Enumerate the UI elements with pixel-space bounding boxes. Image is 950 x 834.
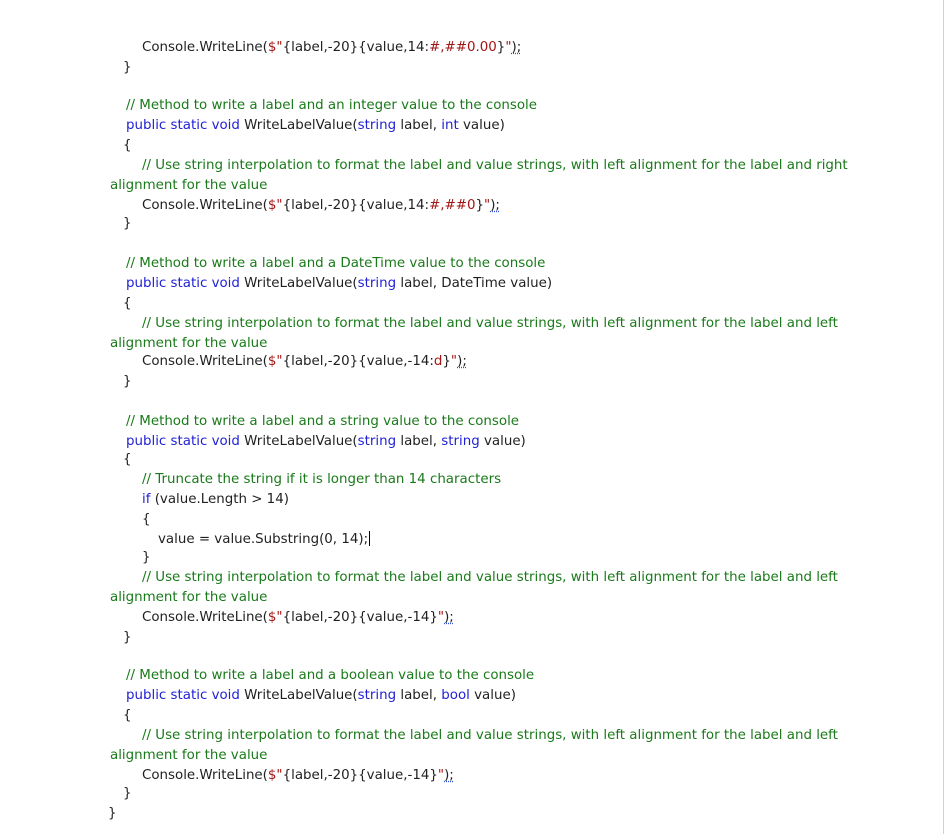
code-text: { — [123, 452, 132, 467]
code-text: ); — [444, 610, 454, 625]
code-line — [126, 412, 519, 432]
code-text: } — [475, 198, 485, 213]
code-line — [142, 510, 151, 530]
code-comment: // Truncate the string if it is longer than 14 characters — [142, 472, 502, 487]
code-keyword: string — [357, 118, 397, 133]
code-line — [110, 334, 267, 354]
code-line — [123, 784, 132, 804]
code-string: " — [484, 198, 491, 213]
code-keyword: string — [357, 434, 397, 449]
code-text: { — [123, 708, 132, 723]
code-line — [142, 548, 151, 568]
code-line — [123, 628, 132, 648]
code-comment: // Method to write a label and a DateTime value to the console — [126, 256, 546, 271]
code-text: value) — [479, 434, 526, 449]
code-line — [142, 490, 289, 510]
code-string: $" — [267, 610, 283, 625]
code-string: " — [437, 768, 445, 783]
code-keyword: public static void — [126, 118, 245, 133]
code-text: ); — [511, 40, 522, 55]
code-line — [126, 686, 516, 706]
code-line — [142, 352, 467, 372]
code-line — [142, 314, 838, 334]
code-comment: // Method to write a label and a boolean value to the console — [126, 668, 535, 683]
code-line — [142, 766, 454, 786]
code-comment: // Use string interpolation to format the label and value strings, with left alignment for the label and left — [142, 316, 838, 331]
code-text: {label,-20}{value,-14} — [282, 610, 438, 625]
code-text: } — [123, 630, 132, 645]
code-text: ); — [490, 198, 500, 213]
code-string: $" — [267, 768, 283, 783]
code-text: {label,-20}{value,-14: — [282, 354, 434, 369]
code-comment: // Method to write a label and an integer value to the console — [126, 98, 538, 113]
code-line — [142, 156, 848, 176]
code-line — [123, 372, 132, 392]
code-keyword: string — [441, 434, 480, 449]
code-line — [110, 746, 267, 766]
code-keyword: int — [441, 118, 459, 133]
code-text: WriteLabelValue( — [244, 118, 358, 133]
code-line — [126, 432, 526, 452]
code-string: $" — [267, 198, 283, 213]
code-text: ); — [444, 768, 454, 783]
code-text: } — [123, 60, 132, 75]
code-text: } — [142, 550, 151, 565]
code-text: } — [108, 806, 117, 821]
code-line — [158, 530, 370, 550]
code-keyword: string — [357, 276, 397, 291]
code-line — [126, 116, 505, 136]
code-line — [142, 568, 838, 588]
code-line — [110, 176, 267, 196]
code-text: value) — [458, 118, 505, 133]
code-line — [142, 196, 500, 216]
page-edge-divider — [943, 0, 944, 834]
code-text: WriteLabelValue( — [244, 276, 358, 291]
code-text: Console.WriteLine( — [142, 354, 268, 369]
code-line — [126, 96, 537, 116]
code-keyword: if — [142, 492, 151, 507]
code-text: } — [496, 40, 506, 55]
code-text: } — [123, 786, 132, 801]
code-string: #,##0.00 — [429, 40, 497, 55]
code-text: value) — [469, 688, 516, 703]
code-line — [126, 666, 534, 686]
code-text: ); — [457, 354, 467, 369]
code-comment: // Use string interpolation to format the label and value strings, with left alignment for the label and left — [142, 728, 838, 743]
code-text: WriteLabelValue( — [244, 434, 358, 449]
code-line — [142, 38, 521, 58]
code-text: {label,-20}{value,14: — [282, 40, 430, 55]
code-text: label, — [396, 688, 442, 703]
code-comment: alignment for the value — [110, 336, 268, 351]
code-text: } — [123, 374, 132, 389]
code-string: $" — [267, 40, 283, 55]
code-text: { — [123, 296, 132, 311]
code-line — [123, 214, 132, 234]
code-line — [142, 608, 454, 628]
code-string: " — [505, 40, 512, 55]
code-string: " — [450, 354, 458, 369]
code-keyword: public static void — [126, 434, 245, 449]
code-line — [126, 254, 545, 274]
code-text: label, — [396, 118, 442, 133]
code-comment: alignment for the value — [110, 590, 268, 605]
code-string: #,##0 — [429, 198, 476, 213]
code-text: {label,-20}{value,14: — [282, 198, 430, 213]
code-text: value = value.Substring(0, 14); — [158, 532, 369, 547]
code-line — [108, 804, 117, 824]
code-comment: // Method to write a label and a string value to the console — [126, 414, 520, 429]
code-comment: alignment for the value — [110, 178, 268, 193]
code-keyword: string — [357, 688, 397, 703]
code-line — [123, 706, 132, 726]
code-text: Console.WriteLine( — [142, 768, 268, 783]
code-string: " — [437, 610, 445, 625]
code-text: {label,-20}{value,-14} — [282, 768, 438, 783]
code-comment: // Use string interpolation to format the label and value strings, with left alignment for the label and right — [142, 158, 848, 173]
code-keyword: public static void — [126, 688, 245, 703]
code-text: { — [142, 512, 151, 527]
code-line — [123, 136, 132, 156]
code-text: Console.WriteLine( — [142, 198, 268, 213]
code-string: d — [433, 354, 443, 369]
code-keyword: public static void — [126, 276, 245, 291]
code-line — [110, 588, 267, 608]
code-line — [123, 58, 132, 78]
code-text: Console.WriteLine( — [142, 40, 268, 55]
text-cursor — [369, 531, 370, 546]
code-text: (value.Length > 14) — [150, 492, 289, 507]
code-keyword: bool — [441, 688, 470, 703]
code-line — [123, 450, 132, 470]
code-text: WriteLabelValue( — [244, 688, 358, 703]
code-line — [142, 470, 501, 490]
code-line — [123, 294, 132, 314]
code-comment: // Use string interpolation to format the label and value strings, with left alignment for the label and left — [142, 570, 838, 585]
code-text: } — [442, 354, 451, 369]
code-text: { — [123, 138, 132, 153]
code-text: Console.WriteLine( — [142, 610, 268, 625]
code-string: $" — [267, 354, 283, 369]
code-text: label, — [396, 434, 442, 449]
code-text: label, DateTime value) — [396, 276, 553, 291]
code-line — [142, 726, 838, 746]
code-comment: alignment for the value — [110, 748, 268, 763]
code-line — [126, 274, 552, 294]
code-text: } — [123, 216, 132, 231]
